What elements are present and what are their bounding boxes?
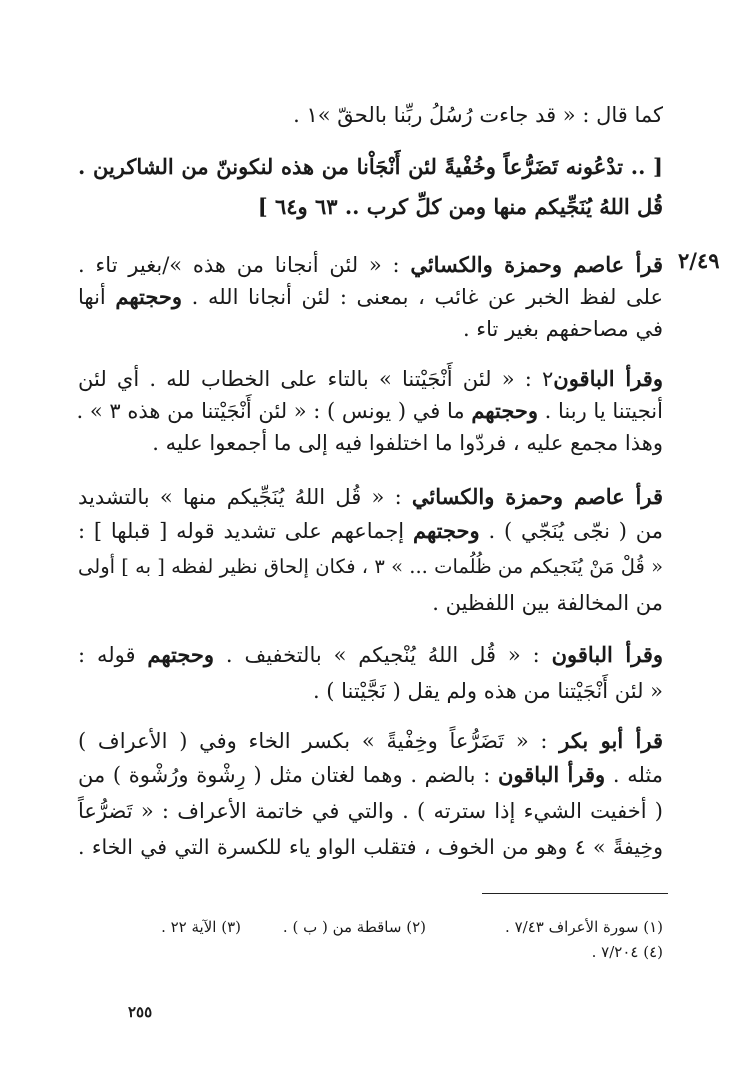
text-run: أنها [78, 285, 116, 309]
bold-phrase: [ .. تدْعُونه تَضَرُّعاً وخُفْيةً لئن أَنْجَاْنا من هذه لنكوننّ من الشاكرين . [78, 154, 663, 179]
footnote-3: (٣) الآية ٢٢ . [161, 918, 241, 936]
text-run: : « قُل اللهُ يُنَجِّيكم منها » بالتشديد [78, 485, 412, 509]
text-run: ما في ( يونس ) : « لئن أَنْجَيْتنا من هذه ٣ » . [76, 399, 472, 423]
text-run: : « لئن أنجانا من هذه »/بغير تاء . [78, 253, 411, 277]
bold-phrase: وحجتهم [147, 642, 215, 667]
text-line [78, 482, 663, 512]
page-number: ٢٥٥ [128, 1003, 153, 1021]
text-run: مثله . [605, 763, 663, 787]
text-line [78, 516, 663, 546]
text-line [78, 314, 663, 344]
text-line [78, 832, 663, 862]
text-run: وهذا مجمع عليه ، فردّوا ما اختلفوا فيه إلى ما أجمعوا عليه . [152, 431, 663, 455]
bold-phrase: وقرأ الباقون [553, 366, 663, 391]
bold-phrase: قرأ أبو بكر [559, 728, 663, 753]
text-run: وخِيفةً » ٤ وهو من الخوف ، فتقلب الواو ياء للكسرة التي في الخاء . [78, 835, 663, 859]
footnote-2: (٢) ساقطة من ( ب ) . [282, 918, 426, 936]
text-run: من المخالفة بين اللفظين . [432, 591, 663, 615]
text-run: على لفظ الخبر عن غائب ، بمعنى : لئن أنجانا الله . [182, 285, 663, 309]
footnote-4: (٤) ٧/٢٠٤ . [591, 943, 663, 961]
text-line [78, 726, 663, 756]
text-line [78, 364, 663, 394]
text-run: من ( نجّى يُنَجّي ) . [479, 519, 663, 543]
footnote-rule [482, 893, 668, 894]
text-run: في مصاحفهم بغير تاء . [462, 317, 663, 341]
text-line [78, 250, 663, 280]
bold-phrase: قُل اللهُ يُنَجِّيكم منها ومن كلِّ كرب .. ٦٣ و٦٤ ] [257, 194, 663, 219]
text-line [78, 760, 663, 790]
bold-phrase: وقرأ الباقون [497, 762, 606, 787]
bold-phrase: وحجتهم [115, 284, 183, 309]
text-line [78, 796, 663, 826]
text-run: ( أخفيت الشيء إذا سترته ) . والتي في خاتمة الأعراف : « تَضرُّعاً [78, 799, 663, 823]
bold-phrase: وقرأ الباقون [551, 642, 663, 667]
text-run: كما قال : « قد جاءت رُسُلُ ربِّنا بالحقّ »١ . [293, 103, 663, 127]
footnote-1: (١) سورة الأعراف ٧/٤٣ . [505, 918, 663, 936]
text-run: إجماعهم على تشديد قوله [ قبلها ] : [78, 519, 413, 543]
text-run: ٢ : « لئن أَنْجَيْتنا » بالتاء على الخطاب لله . أي لئن [78, 367, 554, 391]
text-run: « قُلْ مَنْ يُنَجيكم من ظُلُمات ... » ٣ ، فكان إلحاق نظير لفظه [ به ] أولى [78, 555, 663, 578]
text-line [78, 428, 663, 458]
text-run: قوله : [78, 643, 148, 667]
bold-phrase: قرأ عاصم وحمزة والكسائي [410, 252, 663, 277]
text-run: : « تَضَرُّعاً وخِفْيةً » بكسر الخاء وفي ( الأعراف ) [78, 729, 560, 753]
margin-reference: ٢/٤٩ [678, 248, 720, 273]
text-line [78, 396, 663, 426]
text-line [78, 192, 663, 222]
bold-phrase: وحجتهم [471, 398, 538, 423]
text-run: : « قُل اللهُ يُنْجيكم » بالتخفيف . [214, 643, 552, 667]
text-line [78, 152, 663, 182]
text-line [78, 282, 663, 312]
text-line [78, 640, 663, 670]
text-line [78, 676, 663, 706]
bold-phrase: قرأ عاصم وحمزة والكسائي [411, 484, 663, 509]
text-run: « لئن أَنْجَيْتنا من هذه ولم يقل ( نَجَّيْتنا ) . [312, 679, 663, 703]
text-line [78, 588, 663, 618]
bold-phrase: وحجتهم [412, 518, 480, 543]
text-run: أنجيتنا يا ربنا . [538, 399, 663, 423]
text-run: : بالضم . وهما لغتان مثل ( رِشْوة ورُشْوة ) من [78, 763, 498, 787]
text-line [78, 100, 663, 130]
text-line [78, 552, 663, 582]
